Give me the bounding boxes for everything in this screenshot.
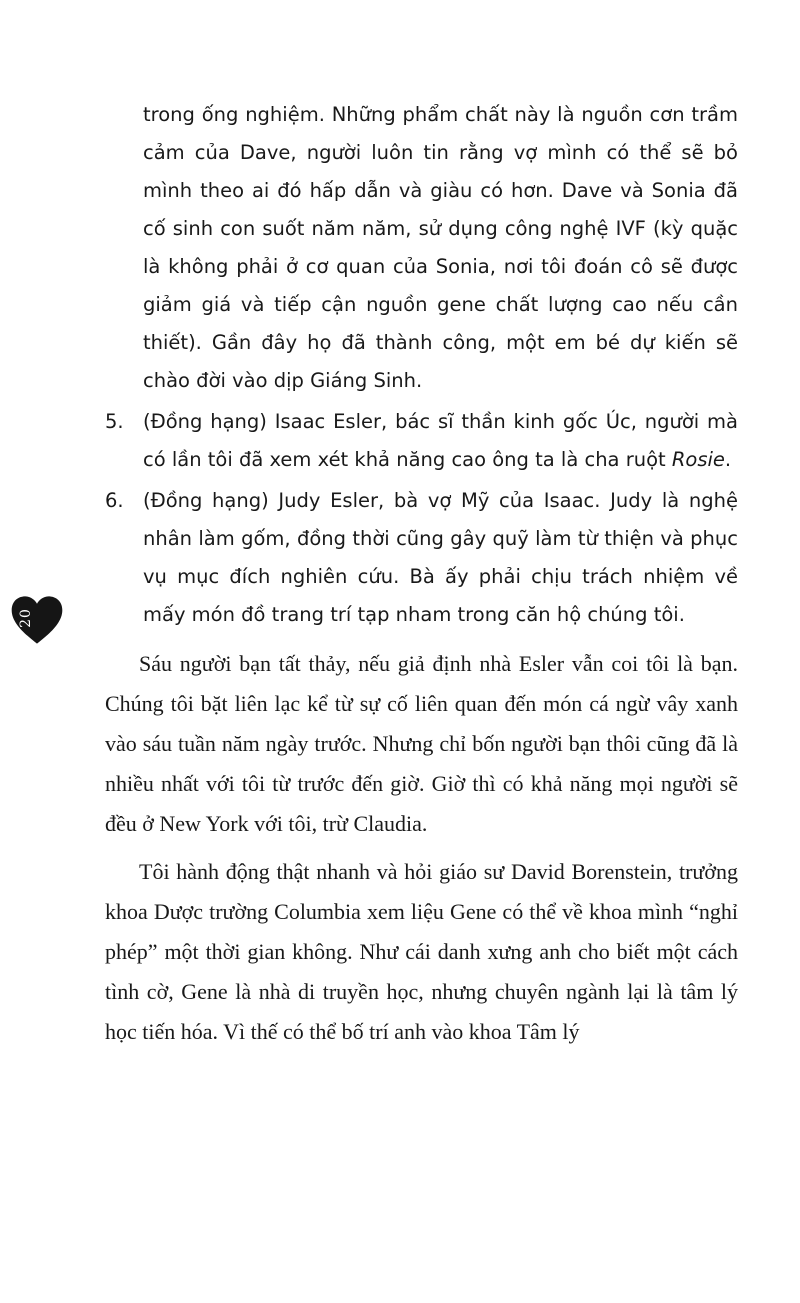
list-item-text-after: . <box>724 448 732 471</box>
list-item-number: 5. <box>105 410 124 433</box>
list-item-number: 6. <box>105 489 124 512</box>
paragraph: Sáu người bạn tất thảy, nếu giả định nhà Esler vẫn coi tôi là bạn. Chúng tôi bặt liên lạc kể từ sự cố liên quan đến món cá ngừ vây xanh vào sáu tuần năm ngày trước. Nhưng chỉ bốn người bạn thôi cũng đã là nhiều nhất với tôi từ trước đến giờ. Giờ thì có khả năng mọi người sẽ đều ở New York với tôi, trừ Claudia. <box>105 651 738 836</box>
page-number: 20 <box>18 608 34 628</box>
numbered-list <box>105 96 738 634</box>
page-content <box>105 96 738 1052</box>
list-item-5 <box>105 403 738 479</box>
paragraph: Tôi hành động thật nhanh và hỏi giáo sư David Borenstein, trưởng khoa Dược trường Columbia xem liệu Gene có thể về khoa mình “nghỉ phép” một thời gian không. Như cái danh xưng anh cho biết một cách tình cờ, Gene là nhà di truyền học, nhưng chuyên ngành lại là tâm lý học tiến hóa. Vì thế có thể bố trí anh vào khoa Tâm lý <box>105 859 738 1044</box>
list-item-text-italic: Rosie <box>671 448 725 471</box>
list-item-4-continuation: trong ống nghiệm. Những phẩm chất này là nguồn cơn trầm cảm của Dave, người luôn tin rằng vợ mình có thể sẽ bỏ mình theo ai đó hấp dẫn và giàu có hơn. Dave và Sonia đã cố sinh con suốt năm năm, sử dụng công nghệ IVF (kỳ quặc là không phải ở cơ quan của Sonia, nơi tôi đoán cô sẽ được giảm giá và tiếp cận nguồn gene chất lượng cao nếu cần thiết). Gần đây họ đã thành công, một em bé dự kiến sẽ chào đời vào dịp Giáng Sinh. <box>143 103 738 392</box>
list-item-text-main: (Đồng hạng) Isaac Esler, bác sĩ thần kinh gốc Úc, người mà có lần tôi đã xem xét khả năng cao ông ta là cha ruột <box>143 410 738 471</box>
page-number-heart <box>10 589 64 651</box>
list-item-text <box>143 482 738 634</box>
list-item-6 <box>105 482 738 634</box>
list-item-text <box>143 403 738 479</box>
list-item-text-main: (Đồng hạng) Judy Esler, bà vợ Mỹ của Isaac. Judy là nghệ nhân làm gốm, đồng thời cũng gây quỹ làm từ thiện và phục vụ mục đích nghiên cứu. Bà ấy phải chịu trách nhiệm về mấy món đồ trang trí tạp nham trong căn hộ chúng tôi. <box>143 489 738 626</box>
body-paragraphs <box>105 644 738 1052</box>
